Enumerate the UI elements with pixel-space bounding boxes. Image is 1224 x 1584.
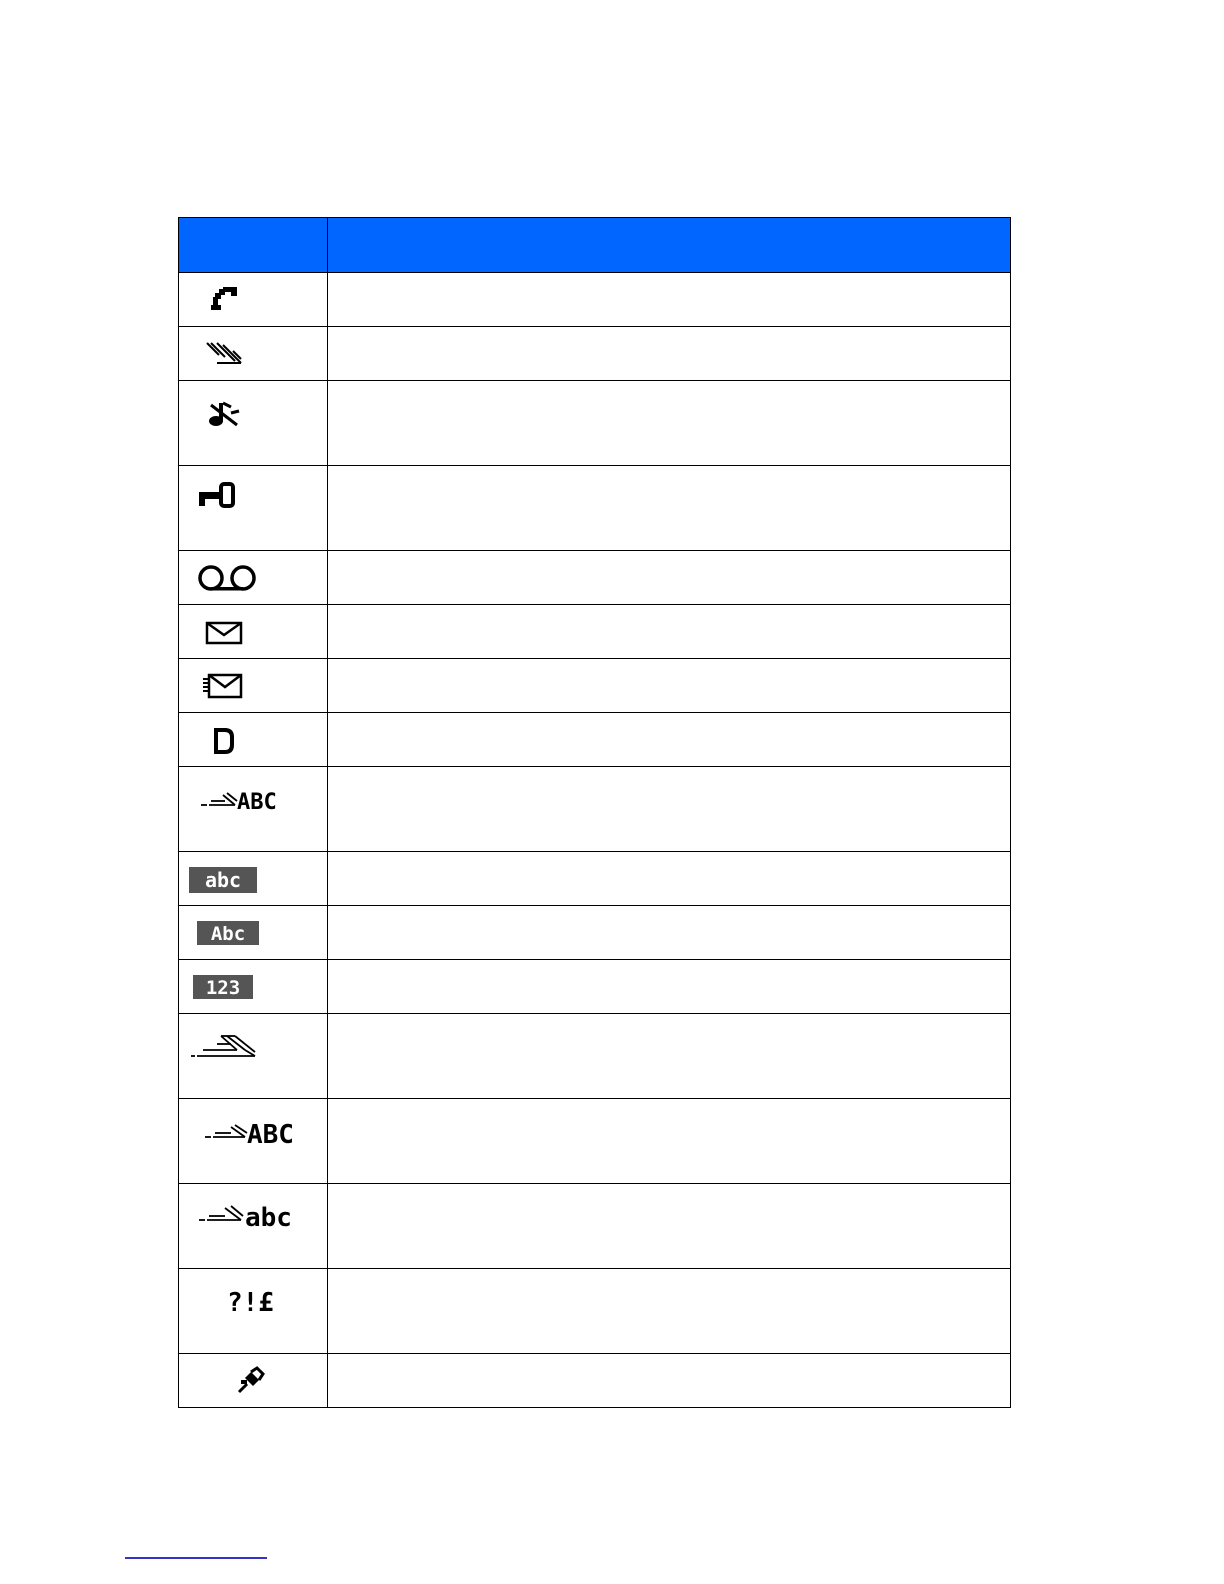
table-row: [179, 605, 1011, 659]
sentence-case-mode-label: Abc: [210, 923, 246, 945]
pin-insert-icon: [235, 1366, 265, 1396]
description-cell: [328, 1099, 1011, 1184]
number-mode-icon: [193, 975, 253, 999]
table-row: [179, 1354, 1011, 1408]
table-row: [179, 1099, 1011, 1184]
description-cell: [328, 273, 1011, 327]
table-row: [179, 1269, 1011, 1354]
table-row: [179, 466, 1011, 551]
lowercase-mode-icon: [189, 867, 257, 893]
table-row: [179, 659, 1011, 713]
voice-mail-icon: [197, 563, 259, 593]
description-cell: [328, 852, 1011, 906]
table-row: [179, 1014, 1011, 1099]
wireless-signal-icon: [205, 341, 245, 369]
special-characters-icon: [225, 1287, 289, 1317]
sending-message-icon: [201, 673, 243, 699]
description-cell: [328, 466, 1011, 551]
description-cell: [328, 327, 1011, 381]
table-row: [179, 960, 1011, 1014]
table-row: [179, 767, 1011, 852]
description-cell: [328, 960, 1011, 1014]
table-row: [179, 273, 1011, 327]
table-row: [179, 713, 1011, 767]
predictive-lowercase-label: abc: [245, 1203, 292, 1230]
predictive-uppercase-label: ABC: [247, 1120, 294, 1147]
table-row: [179, 852, 1011, 906]
predictive-text-label: ABC: [237, 790, 277, 813]
description-cell: [328, 1354, 1011, 1408]
table-row: [179, 327, 1011, 381]
description-cell: [328, 1269, 1011, 1354]
description-cell: [328, 713, 1011, 767]
number-mode-label: 123: [205, 977, 241, 999]
lowercase-mode-label: abc: [204, 868, 242, 892]
predictive-text-uppercase-icon: [201, 787, 285, 813]
description-cell: [328, 659, 1011, 713]
header-description-column: [328, 218, 1011, 273]
special-characters-label: ?!£: [227, 1288, 274, 1317]
keypad-lock-icon: [197, 482, 237, 510]
silent-ringer-icon: [207, 401, 241, 429]
description-cell: [328, 767, 1011, 852]
predictive-text-icon: [191, 1032, 257, 1060]
data-call-icon: [213, 727, 235, 755]
text-message-icon: [205, 621, 243, 645]
sentence-case-mode-icon: [197, 921, 259, 945]
table-row: [179, 906, 1011, 960]
phone-handset-icon: [209, 283, 241, 315]
description-cell: [328, 605, 1011, 659]
icon-reference-table: [178, 217, 1011, 1408]
table-row: [179, 381, 1011, 466]
description-cell: [328, 906, 1011, 960]
table-row: [179, 551, 1011, 605]
header-icon-column: [179, 218, 328, 273]
description-cell: [328, 1014, 1011, 1099]
table-header-row: [179, 218, 1011, 273]
description-cell: [328, 551, 1011, 605]
predictive-text-uppercase-large-icon: [205, 1117, 305, 1147]
table-row: [179, 1184, 1011, 1269]
footer-link-underline[interactable]: [125, 1557, 267, 1559]
description-cell: [328, 1184, 1011, 1269]
description-cell: [328, 381, 1011, 466]
predictive-text-lowercase-icon: [199, 1198, 299, 1230]
